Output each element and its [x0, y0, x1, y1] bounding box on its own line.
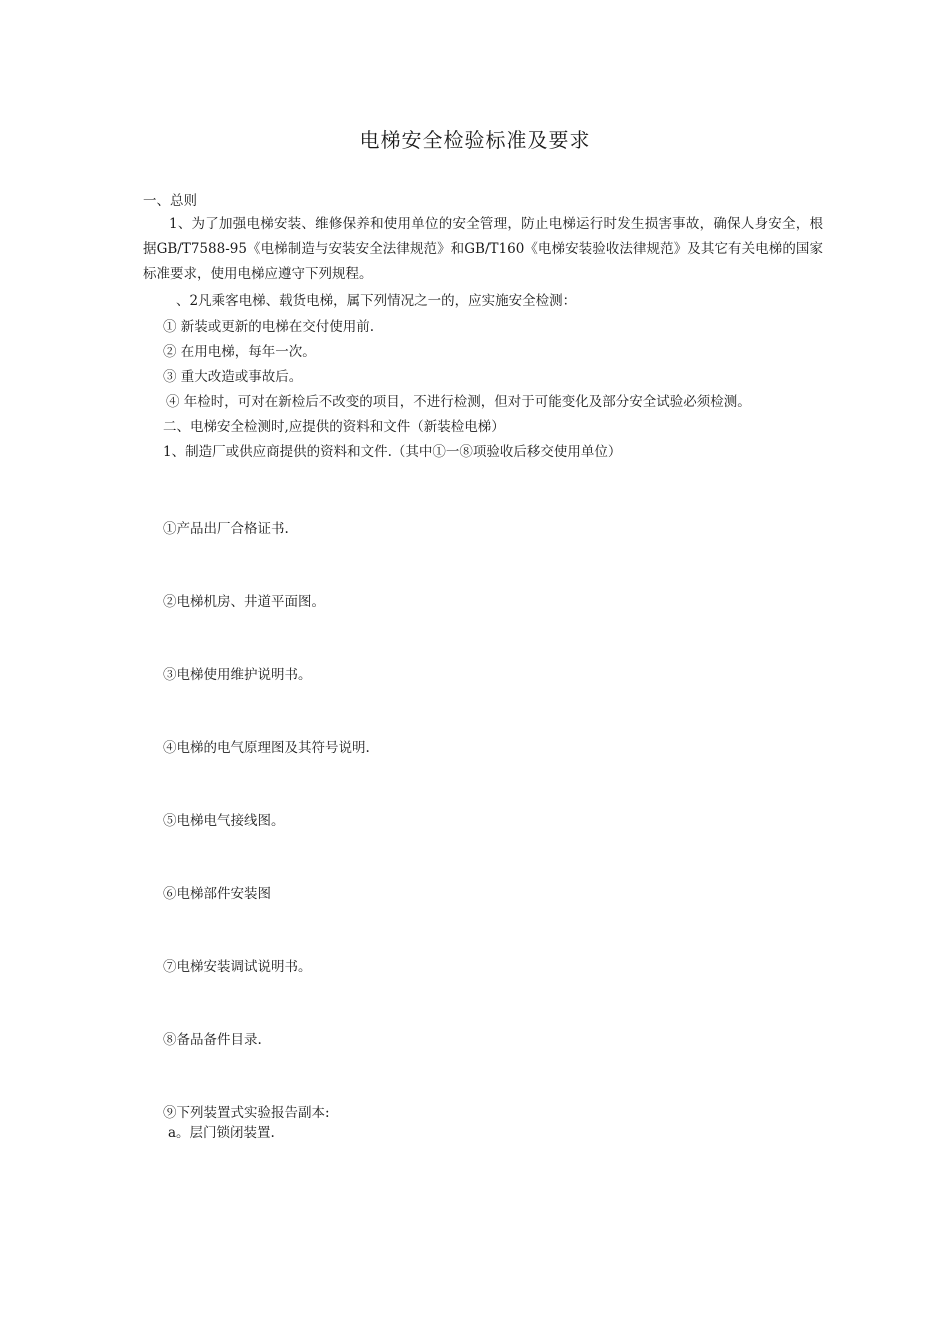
page-title: 电梯安全检验标准及要求 — [359, 128, 591, 152]
list-item-document: ⑨下列装置式实验报告副本: — [163, 1105, 330, 1121]
section-heading-documents: 二、电梯安全检测时,应提供的资料和文件（新装检电梯） — [163, 419, 505, 435]
paragraph-inspection-conditions: 、2凡乘客电梯、载货电梯，属下列情况之一的，应实施安全检测： — [176, 293, 577, 309]
section-heading-general: 一、总则 — [143, 193, 197, 209]
list-item-document: ⑦电梯安装调试说明书。 — [163, 959, 312, 975]
list-item-inspection-case: ③ 重大改造或事故后。 — [163, 369, 303, 385]
paragraph-manufacturer-documents: 1、制造厂或供应商提供的资料和文件.（其中①一⑧项验收后移交使用单位） — [163, 444, 622, 460]
list-item-document: ④电梯的电气原理图及其符号说明. — [163, 740, 370, 756]
list-item-inspection-case: ② 在用电梯，每年一次。 — [163, 344, 316, 360]
sub-item-landing-door-lock: a。层门锁闭装置. — [168, 1125, 275, 1141]
list-item-document: ②电梯机房、井道平面图。 — [163, 594, 325, 610]
list-item-document: ⑥电梯部件安装图 — [163, 886, 271, 902]
list-item-inspection-case: ④ 年检时，可对在新检后不改变的项目，不进行检测，但对于可能变化及部分安全试验必须检测。 — [166, 394, 751, 410]
paragraph-purpose: 1、为了加强电梯安装、维修保养和使用单位的安全管理，防止电梯运行时发生损害事故，确保人身安全，根据GB/T7588-95《电梯制造与安装安全法律规范》和GB/T160《电梯安装验收法律规范》及其它有关电梯的国家标准要求，使用电梯应遵守下列规程。 — [143, 216, 823, 282]
list-item-document: ①产品出厂合格证书. — [163, 521, 289, 537]
list-item-document: ⑤电梯电气接线图。 — [163, 813, 285, 829]
list-item-inspection-case: ① 新装或更新的电梯在交付使用前. — [163, 319, 375, 335]
list-item-document: ⑧备品备件目录. — [163, 1032, 262, 1048]
list-item-document: ③电梯使用维护说明书。 — [163, 667, 312, 683]
